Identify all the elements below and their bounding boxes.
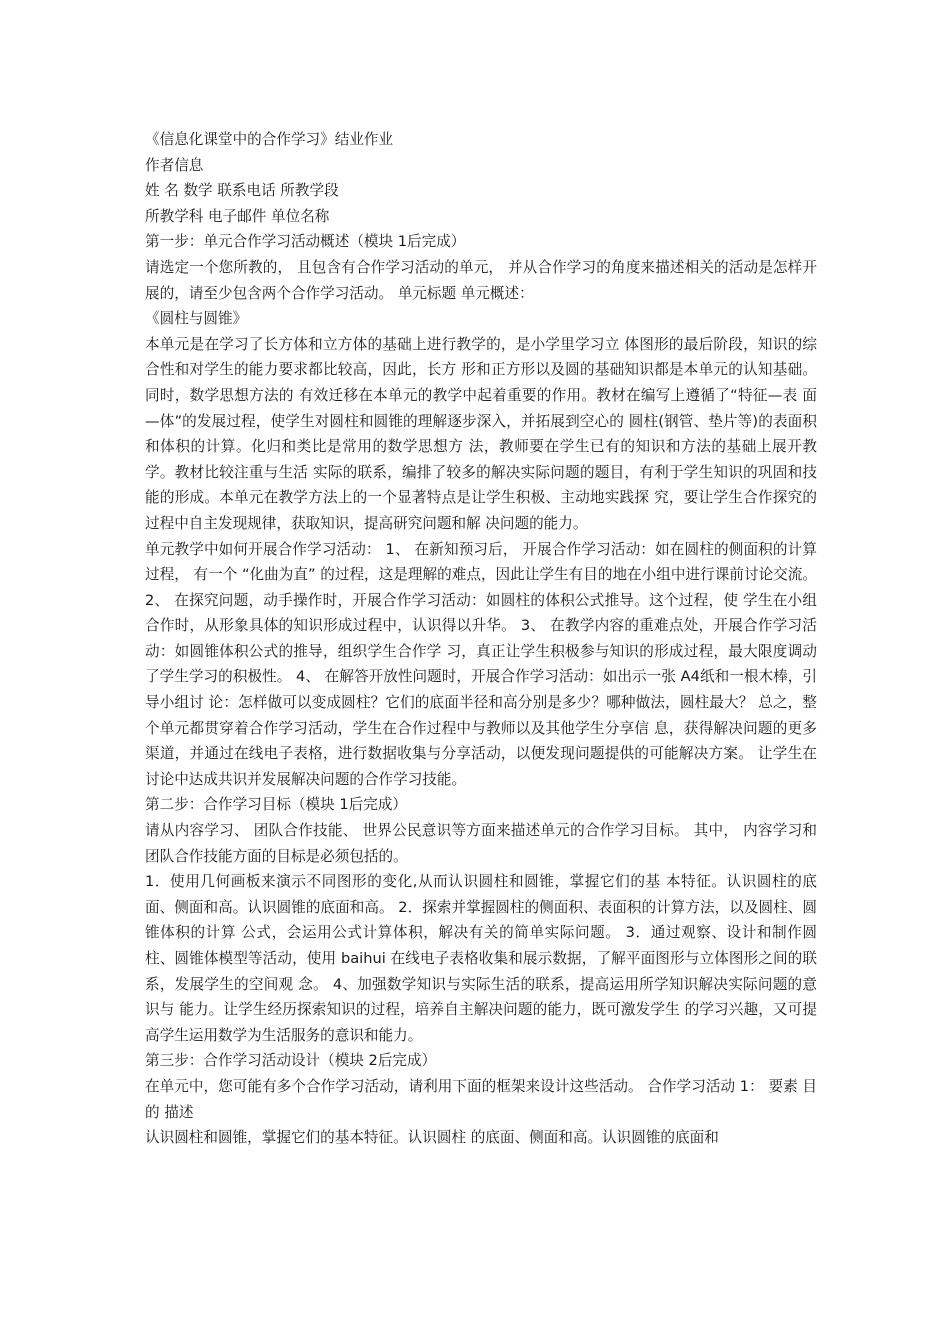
activity1-description: 认识圆柱和圆锥，掌握它们的基本特征。认识圆柱 的底面、侧面和高。认识圆锥的底面和 bbox=[145, 1129, 719, 1147]
author-fields-line-2: 所教学科 电子邮件 单位名称 bbox=[145, 207, 330, 225]
author-fields-line-1: 姓 名 数学 联系电话 所教学段 bbox=[145, 182, 339, 200]
step1-heading: 第一步：单元合作学习活动概述（模块 1后完成） bbox=[145, 233, 466, 251]
author-info-heading: 作者信息 bbox=[145, 156, 204, 174]
unit-overview-paragraph: 本单元是在学习了长方体和立方体的基础上进行教学的，是小学里学习立 体图形的最后阶段，知识的综合性和对学生的能力要求都比较高，因此，长方 形和正方形以及圆的基础知识都是本单元的认知基础。同时，数学思想方法的 有效迁移在本单元的教学中起着重要的作用。教材在编写上遵循了“特征—表 面—体”的发展过程，使学生对圆柱和圆锥的理解逐步深入，并拓展到空心的 圆柱(钢管、垫片等)的表面积和体积的计算。化归和类比是常用的数学思想方 法，教师要在学生已有的知识和方法的基础上展开教学。教材比较注重与生活 实际的联系，编排了较多的解决实际问题的题目，有利于学生知识的巩固和技 能的形成。本单元在教学方法上的一个显著特点是让学生积极、主动地实践探 究，要让学生合作探究的过程中自主发现规律，获取知识，提高研究问题和解 决问题的能力。 bbox=[145, 335, 817, 532]
unit-title: 《圆柱与圆锥》 bbox=[145, 310, 248, 328]
step2-instruction: 请从内容学习、 团队合作技能、 世界公民意识等方面来描述单元的合作学习目标。 其中， 内容学习和团队合作技能方面的目标是必须包括的。 bbox=[145, 822, 817, 865]
step1-instruction: 请选定一个您所教的， 且包含有合作学习活动的单元， 并从合作学习的角度来描述相关的活动是怎样开展的，请至少包含两个合作学习活动。 单元标题 单元概述： bbox=[145, 258, 817, 302]
document-title: 《信息化课堂中的合作学习》结业作业 bbox=[145, 131, 394, 148]
step2-heading: 第二步：合作学习目标（模块 1后完成） bbox=[145, 796, 408, 814]
step3-heading: 第三步：合作学习活动设计（模块 2后完成） bbox=[145, 1052, 437, 1070]
document-body bbox=[145, 127, 817, 1151]
step3-instruction: 在单元中，您可能有多个合作学习活动，请利用下面的框架来设计这些活动。 合作学习活动 1： 要素 目的 描述 bbox=[145, 1077, 817, 1121]
cooperative-activities-paragraph: 单元教学中如何开展合作学习活动： 1、 在新知预习后， 开展合作学习活动：如在圆柱的侧面积的计算过程， 有一个 “化曲为直” 的过程，这是理解的难点，因此让学生有目的地在小组中进行课前讨论交流。 2、 在探究问题，动手操作时，开展合作学习活动：如圆柱的体积公式推导。这个过程，使 学生在小组合作时，从形象具体的知识形成过程中，认识得以升华。 3、 在教学内容的重难点处，开展合作学习活动：如圆锥体积公式的推导，组织学生合作学 习，真正让学生积极参与知识的形成过程，最大限度调动了学生学习的积极性。 4、 在解答开放性问题时，开展合作学习活动：如出示一张 A4纸和一根木棒，引导小组讨 论：怎样做可以变成圆柱？它们的底面半径和高分别是多少？哪种做法，圆柱最大？ 总之，整个单元都贯穿着合作学习活动，学生在合作过程中与教师以及其他学生分享信 息，获得解决问题的更多渠道，并通过在线电子表格，进行数据收集与分享活动，以便发现问题提供的可能解决方案。 让学生在讨论中达成共识并发展解决问题的合作学习技能。 bbox=[145, 540, 817, 788]
objectives-paragraph: 1．使用几何画板来演示不同图形的变化,从而认识圆柱和圆锥，掌握它们的基 本特征。认识圆柱的底面、侧面和高。认识圆锥的底面和高。 2．探索并掌握圆柱的侧面积、表面积的计算方法，以及圆柱、圆锥体积的计算 公式，会运用公式计算体积，解决有关的简单实际问题。 3．通过观察、设计和制作圆柱、圆锥体模型等活动，使用 baihui 在线电子表格收集和展示数据，了解平面图形与立体图形之间的联系，发展学生的空间观 念。 4、加强数学知识与实际生活的联系，提高运用所学知识解决实际问题的意识与 能力。让学生经历探索知识的过程，培养自主解决问题的能力，既可激发学生 的学习兴趣，又可提高学生运用数学为生活服务的意识和能力。 bbox=[145, 873, 817, 1044]
